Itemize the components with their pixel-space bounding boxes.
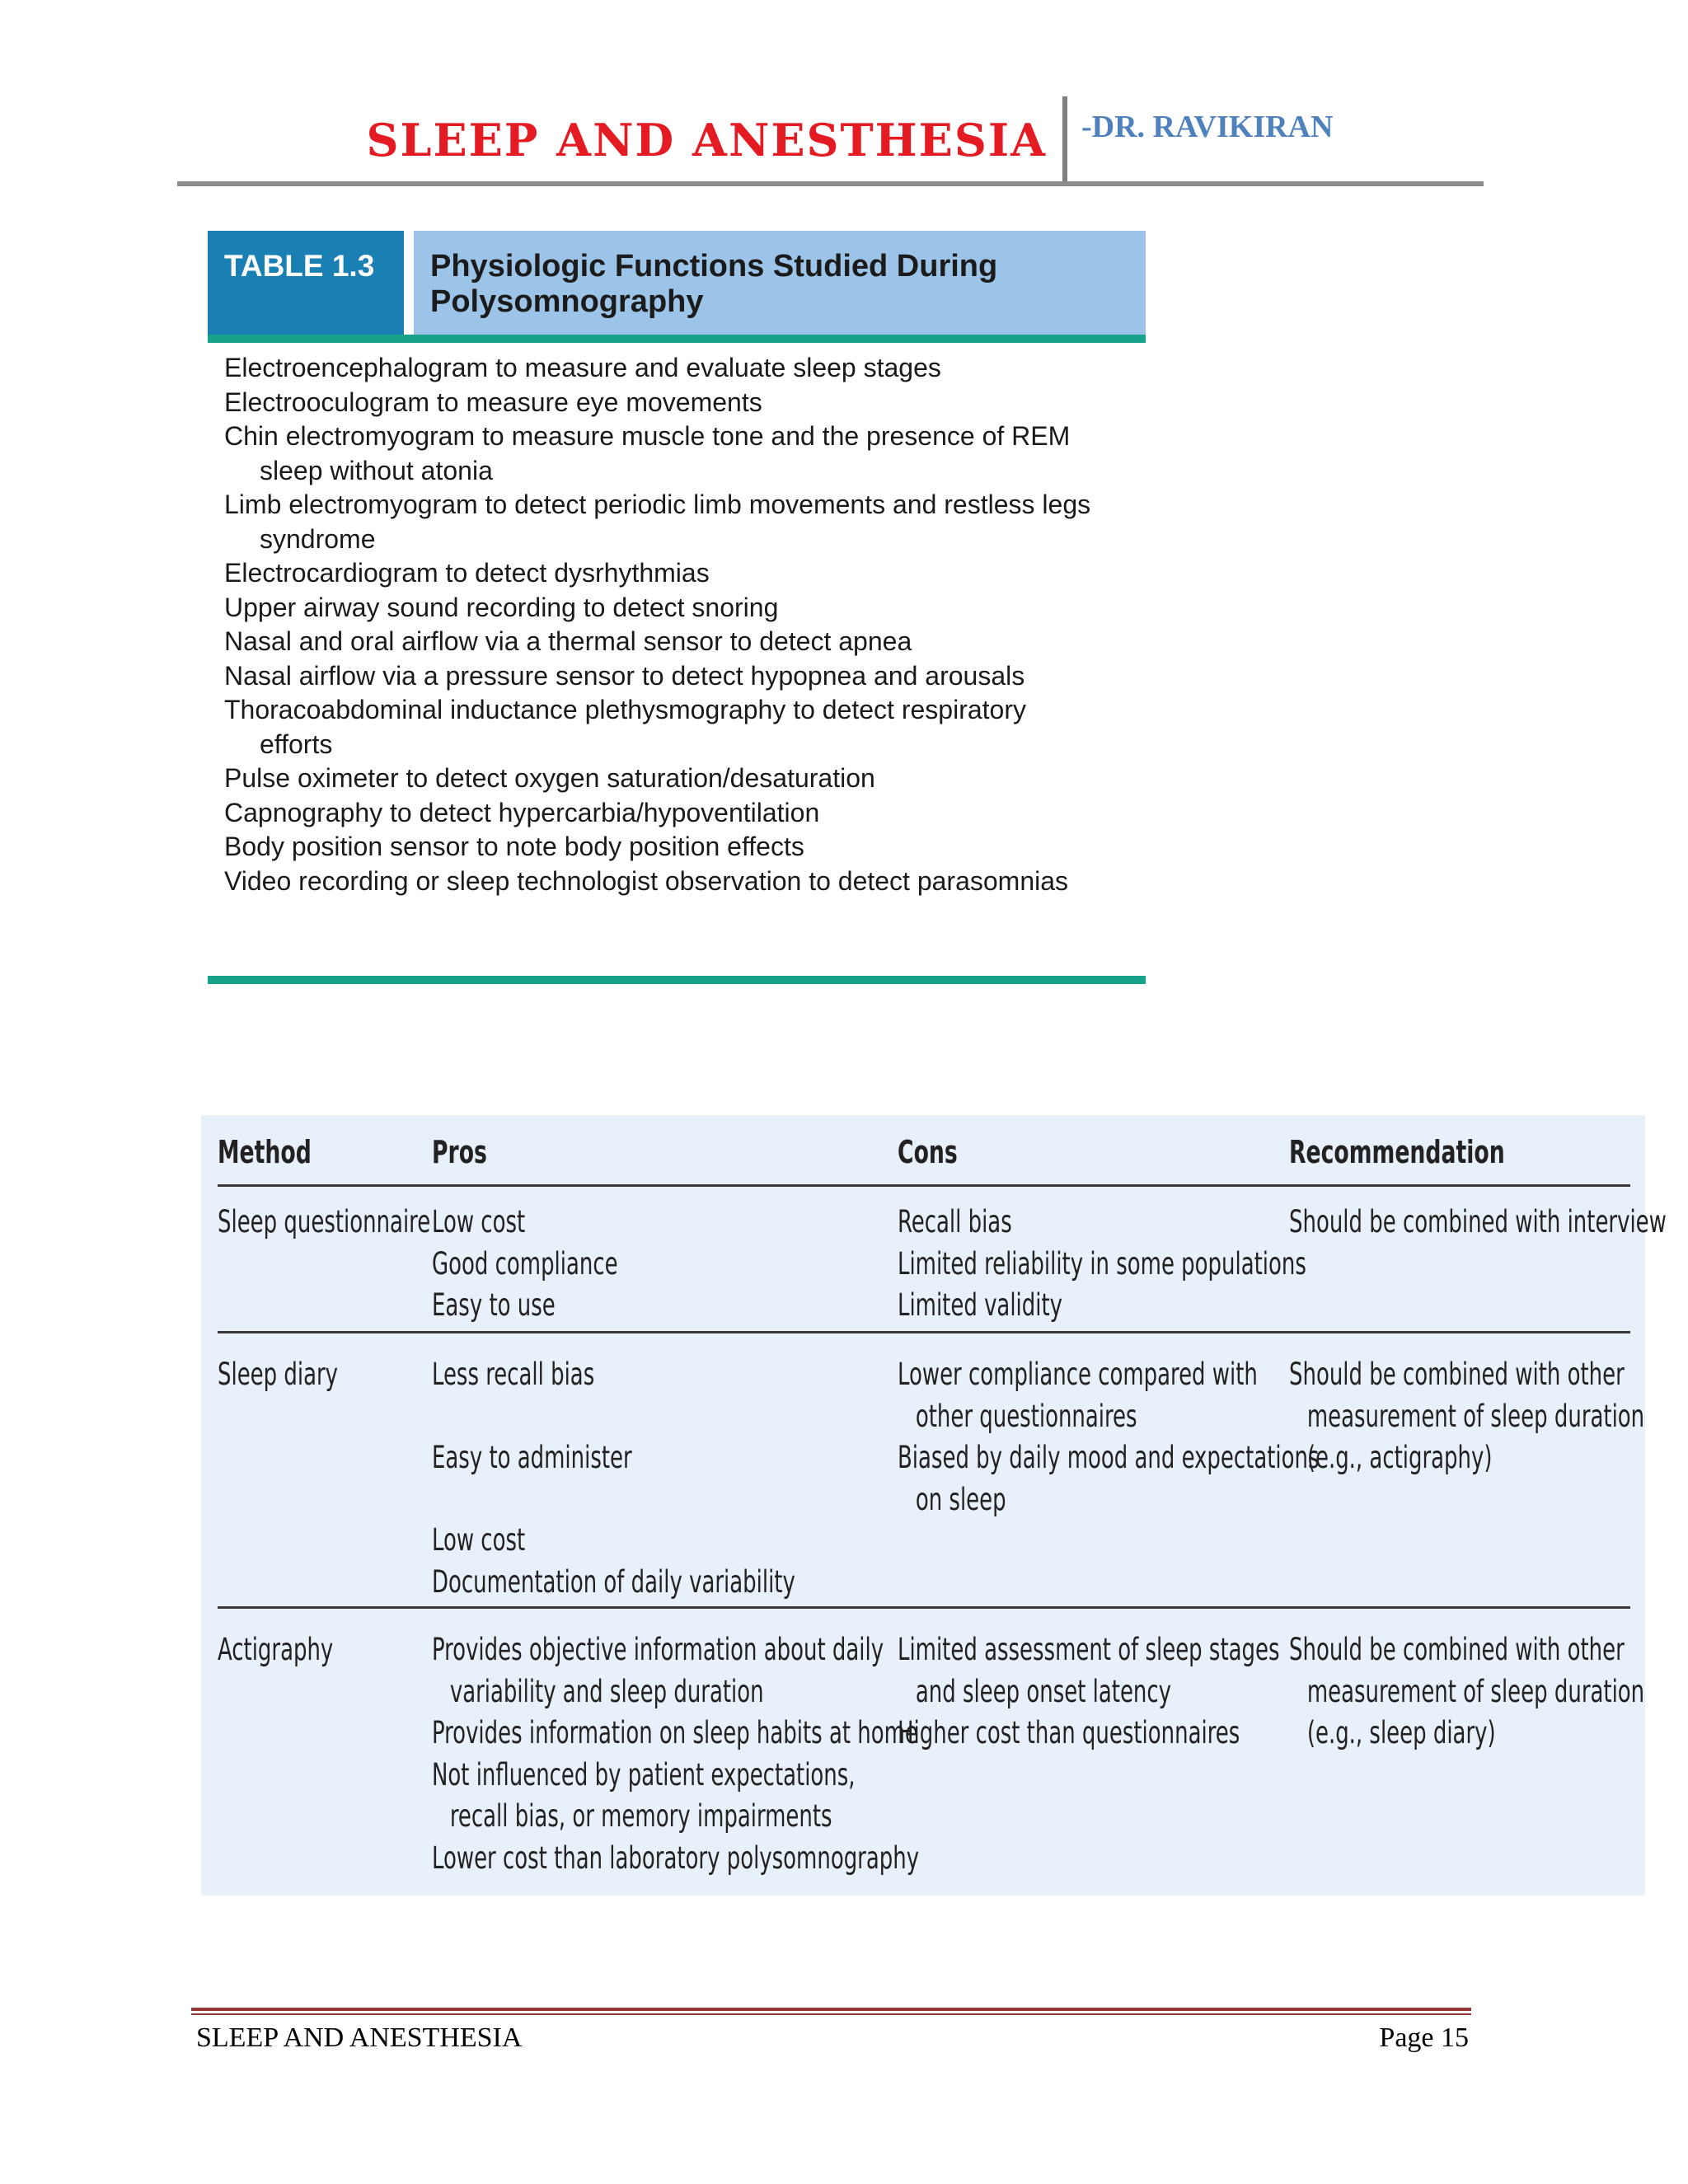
pros-line: Provides information on sleep habits at home bbox=[432, 1715, 918, 1750]
column-header-method: Method bbox=[218, 1134, 312, 1170]
pros-cell bbox=[432, 1202, 618, 1327]
column-header-recommendation: Recommendation bbox=[1289, 1134, 1505, 1170]
pros-line: Provides objective information about daily bbox=[432, 1632, 884, 1667]
sleep-assessment-methods-table bbox=[201, 1115, 1667, 1896]
footer-title: SLEEP AND ANESTHESIA bbox=[196, 2022, 523, 2053]
table-1-3-title-line: Physiologic Functions Studied During bbox=[430, 249, 998, 284]
list-item: Upper airway sound recording to detect snoring bbox=[224, 592, 779, 622]
footer-rule-thin bbox=[191, 2013, 1471, 2015]
pros-line: Low cost bbox=[432, 1204, 526, 1240]
cons-cell bbox=[898, 1629, 1280, 1755]
spacer bbox=[432, 1479, 795, 1520]
pros-line: variability and sleep duration bbox=[449, 1673, 764, 1709]
recommendation-line: measurement of sleep duration bbox=[1306, 1398, 1645, 1434]
list-item: Nasal and oral airflow via a thermal sensor to detect apnea bbox=[224, 626, 912, 656]
method-cell: Sleep diary bbox=[218, 1357, 339, 1392]
cons-line: Limited validity bbox=[898, 1287, 1063, 1323]
method-cell: Sleep questionnaire bbox=[218, 1204, 431, 1240]
pros-line: Less recall bias bbox=[432, 1357, 595, 1392]
cons-line: and sleep onset latency bbox=[915, 1673, 1172, 1709]
cons-line: Lower compliance compared with bbox=[898, 1357, 1258, 1392]
page-header-title: SLEEP AND ANESTHESIA bbox=[366, 114, 1047, 166]
table-1-3-list bbox=[208, 343, 1146, 898]
recommendation-line: (e.g., actigraphy) bbox=[1306, 1440, 1493, 1475]
column-header-cons: Cons bbox=[898, 1134, 958, 1170]
list-item: Electroencephalogram to measure and evaluate sleep stages bbox=[224, 353, 941, 382]
table-1-3-title bbox=[414, 231, 1146, 335]
cons-cell bbox=[898, 1354, 1320, 1521]
list-item: Capnography to detect hypercarbia/hypoventilation bbox=[224, 797, 820, 827]
pros-line: Low cost bbox=[432, 1522, 526, 1558]
recommendation-cell bbox=[1289, 1354, 1644, 1479]
recommendation-line: Should be combined with interview bbox=[1289, 1204, 1667, 1240]
table-1-3 bbox=[208, 231, 1146, 898]
recommendation-cell bbox=[1289, 1202, 1667, 1244]
pros-line: Not influenced by patient expectations, bbox=[432, 1756, 856, 1793]
list-item: Pulse oximeter to detect oxygen saturation/desaturation bbox=[224, 763, 875, 793]
column-header-pros: Pros bbox=[432, 1134, 487, 1170]
list-item: Electrooculogram to measure eye movements bbox=[224, 387, 762, 417]
cons-line: on sleep bbox=[915, 1481, 1006, 1517]
cons-line: other questionnaires bbox=[915, 1398, 1137, 1434]
page-number: Page 15 bbox=[1379, 2022, 1469, 2053]
pros-cell bbox=[432, 1354, 795, 1603]
table-rule bbox=[218, 1606, 1630, 1609]
pros-line: Documentation of daily variability bbox=[432, 1563, 795, 1600]
list-item: Thoracoabdominal inductance plethysmography to detect respiratory efforts bbox=[224, 695, 1026, 759]
table-1-3-label: TABLE 1.3 bbox=[208, 231, 404, 335]
table-rule bbox=[218, 1184, 1630, 1187]
list-item: Body position sensor to note body position effects bbox=[224, 832, 804, 861]
recommendation-line: measurement of sleep duration bbox=[1306, 1673, 1645, 1709]
recommendation-line: Should be combined with other bbox=[1289, 1632, 1625, 1667]
cons-cell bbox=[898, 1202, 1306, 1327]
header-divider bbox=[1062, 96, 1067, 182]
cons-line: Biased by daily mood and expectations bbox=[898, 1440, 1320, 1475]
pros-line: Easy to use bbox=[432, 1287, 556, 1323]
header-author: -DR. RAVIKIRAN bbox=[1081, 110, 1334, 144]
footer-rule bbox=[191, 2008, 1471, 2011]
recommendation-line: Should be combined with other bbox=[1289, 1357, 1625, 1392]
list-item: Limb electromyogram to detect periodic limb movements and restless legs syndrome bbox=[224, 490, 1091, 554]
table-1-3-title-line: Polysomnography bbox=[430, 284, 704, 319]
header-rule bbox=[177, 181, 1484, 186]
pros-cell bbox=[432, 1629, 919, 1879]
table-1-3-top-rule bbox=[208, 335, 1146, 343]
list-item: Nasal airflow via a pressure sensor to detect hypopnea and arousals bbox=[224, 660, 1025, 691]
recommendation-line: (e.g., sleep diary) bbox=[1306, 1715, 1496, 1750]
cons-line: Recall bias bbox=[898, 1204, 1012, 1240]
table-1-3-bottom-rule bbox=[208, 976, 1146, 984]
pros-line: Good compliance bbox=[432, 1245, 618, 1282]
pros-line: Easy to administer bbox=[432, 1439, 632, 1475]
method-cell: Actigraphy bbox=[218, 1632, 334, 1667]
list-item: Video recording or sleep technologist observation to detect parasomnias bbox=[224, 865, 1069, 896]
spacer bbox=[432, 1396, 795, 1437]
cons-line: Limited assessment of sleep stages bbox=[898, 1632, 1280, 1667]
pros-line: recall bias, or memory impairments bbox=[449, 1798, 832, 1834]
pros-line: Lower cost than laboratory polysomnography bbox=[432, 1840, 920, 1876]
list-item: Electrocardiogram to detect dysrhythmias bbox=[224, 558, 710, 588]
table-1-3-header bbox=[208, 231, 1146, 343]
cons-line: Higher cost than questionnaires bbox=[898, 1715, 1240, 1750]
cons-line: Limited reliability in some populations bbox=[898, 1245, 1306, 1282]
list-item: Chin electromyogram to measure muscle tone and the presence of REM sleep without atonia bbox=[224, 421, 1071, 485]
recommendation-cell bbox=[1289, 1629, 1644, 1755]
table-rule bbox=[218, 1331, 1630, 1333]
